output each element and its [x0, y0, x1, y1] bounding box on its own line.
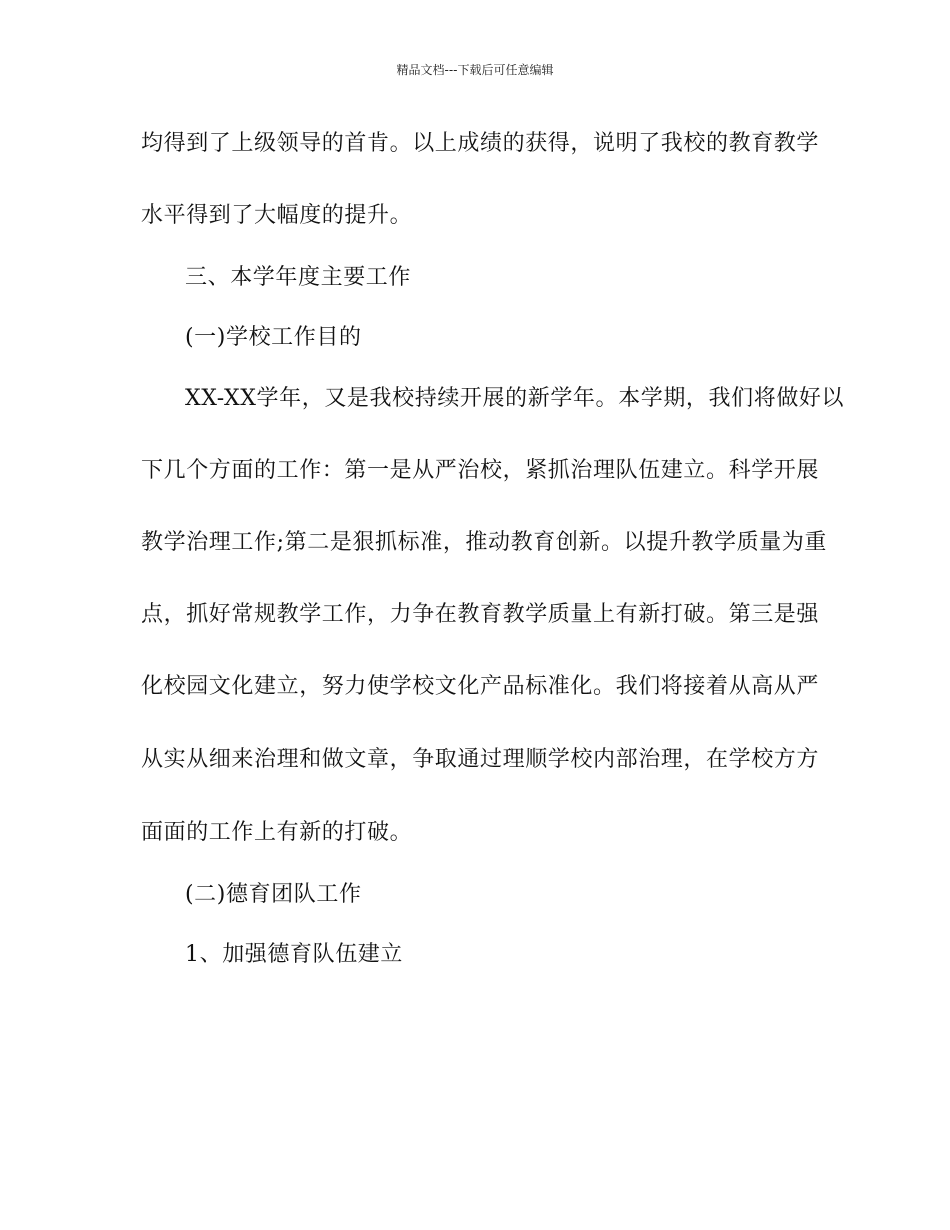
list-item-heading: 1、加强德育队伍建立 [185, 942, 403, 967]
body-line-10: 从实从细来治理和做文章，争取通过理顺学校内部治理，在学校方方 [141, 747, 820, 772]
body-line-11: 面面的工作上有新的打破。 [141, 820, 413, 845]
subsection-heading-1: (一)学校工作目的 [185, 325, 362, 350]
subsection-heading-2: (二)德育团队工作 [185, 882, 362, 907]
body-line-8: 点，抓好常规教学工作，力争在教育教学质量上有新打破。第三是强 [141, 602, 820, 627]
section-heading: 三、本学年度主要工作 [185, 265, 412, 290]
body-line-9: 化校园文化建立，努力使学校文化产品标准化。我们将接着从高从严 [141, 674, 820, 699]
body-line-2: 水平得到了大幅度的提升。 [141, 203, 413, 228]
body-line-5: XX-XX学年，又是我校持续开展的新学年。本学期，我们将做好以 [185, 386, 845, 411]
body-line-1: 均得到了上级领导的首肯。以上成绩的获得，说明了我校的教育教学 [141, 131, 820, 156]
body-line-6: 下几个方面的工作：第一是从严治校，紧抓治理队伍建立。科学开展 [141, 458, 820, 483]
body-line-7: 教学治理工作;第二是狠抓标准，推动教育创新。以提升教学质量为重 [141, 530, 828, 555]
page-header: 精品文档---下载后可任意编辑 [396, 63, 554, 77]
